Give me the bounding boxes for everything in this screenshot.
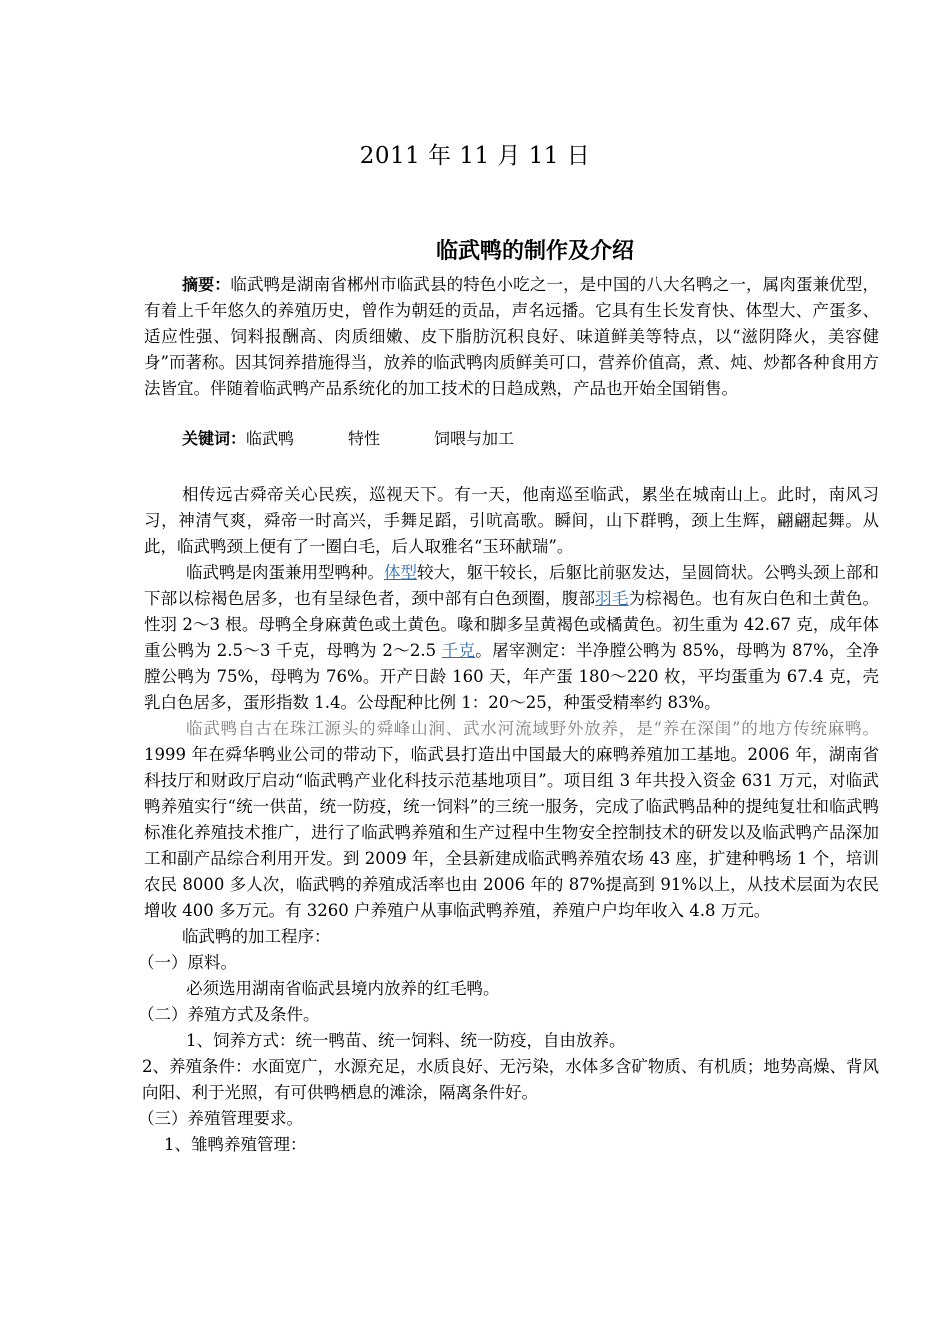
abstract-text: 临武鸭是湖南省郴州市临武县的特色小吃之一，是中国的八大名鸭之一，属肉蛋兼优型，有着上千年悠久的养殖历史，曾作为朝廷的贡品，声名远播。它具有生长发育快、体型大、产蛋多、适应性强、饲料报酬高、肉质细嫩、皮下脂肪沉积良好、味道鲜美等特点，以“滋阴降火，美容健身”而著称。因其饲养措施得当，放养的临武鸭肉质鲜美可口，营养价值高，煮、炖、炒都各种食用方法皆宜。伴随着临武鸭产品系统化的加工技术的日趋成熟，产品也开始全国销售。 (144, 275, 879, 398)
keyword-3: 饲喂与加工 (434, 429, 515, 448)
keywords-paragraph (144, 426, 879, 452)
industry-paragraph: 临武鸭自古在珠江源头的舜峰山涧、武水河流域野外放养，是“养在深闺”的地方传统麻鸭。1999 年在舜华鸭业公司的带动下，临武县打造出中国最大的麻鸭养殖加工基地。2006 年，湖南省科技厅和财政厅启动“临武鸭产业化科技示范基地项目”。项目组 3 年共投入资金 631 万元，对临武鸭养殖实行“统一供苗，统一防疫，统一饲料”的三统一服务，完成了临武鸭品种的提纯复壮和临武鸭标准化养殖技术推广，进行了临武鸭养殖和生产过程中生物安全控制技术的研发以及临武鸭产品深加工和副产品综合利用开发。到 2009 年，全县新建成临武鸭养殖农场 43 座，扩建种鸭场 1 个，培训农民 8000 多人次，临武鸭的养殖成活率也由 2006 年的 87%提高到 91%以上，从技术层面为农民增收 400 多万元。有 3260 户养殖户从事临武鸭养殖，养殖户户均年收入 4.8 万元。 (144, 719, 879, 920)
keyword-2: 特性 (348, 429, 381, 448)
industry-gray-text: 临武鸭自古在珠江源头的舜峰山涧、武水河流域野外放养，是“养在深闺”的地方传统麻鸭。 (186, 719, 879, 738)
section-2-item-1: 1、饲养方式：统一鸭苗、统一饲料、统一防疫，自由放养。 (186, 1031, 626, 1050)
section-2-item-2: 2、养殖条件：水面宽广，水源充足，水质良好、无污染，水体多含矿物质、有机质；地势高燥、背风向阳、利于光照，有可供鸭栖息的滩涂，隔离条件好。 (142, 1057, 879, 1102)
keyword-1: 临武鸭 (246, 429, 295, 448)
section-3-heading: （三）养殖管理要求。 (138, 1109, 303, 1128)
breed-paragraph: 临武鸭是肉蛋兼用型鸭种。体型较大，躯干较长，后躯比前驱发达，呈圆筒状。公鸭头颈上部和下部以棕褐色居多，也有呈绿色者，颈中部有白色颈圈，腹部羽毛为棕褐色。也有灰白色和土黄色。性羽 2～3 根。母鸭全身麻黄色或土黄色。喙和脚多呈黄褐色或橘黄色。初生重为 42.67 克，成年体重公鸭为 2.5～3 千克，母鸭为 2～2.5 千克。屠宰测定：半净膛公鸭为 85%，母鸭为 87%，全净膛公鸭为 75%，母鸭为 76%。开产日龄 160 天，年产蛋 180～220 枚，平均蛋重为 67.4 克，壳乳白色居多，蛋形指数 1.4。公母配种比例 1：20～25，种蛋受精率约 83%。 (144, 563, 880, 712)
section-1-heading: （一）原料。 (138, 953, 237, 972)
document-title: 临武鸭的制作及介绍 (435, 239, 634, 264)
legend-paragraph: 相传远古舜帝关心民疾，巡视天下。有一天，他南巡至临武，累坐在城南山上。此时，南风习习，神清气爽，舜帝一时高兴，手舞足蹈，引吭高歌。瞬间，山下群鸭，颈上生辉，翩翩起舞。从此，临武鸭颈上便有了一圈白毛，后人取雅名“玉环献瑞”。 (144, 485, 879, 556)
abstract-label: 摘要： (182, 275, 231, 294)
link-feather[interactable]: 羽毛 (595, 589, 629, 608)
section-1-text: 必须选用湖南省临武县境内放养的红毛鸭。 (186, 979, 500, 998)
keywords-label: 关键词： (182, 429, 247, 448)
document-body (138, 272, 880, 1158)
link-body-type[interactable]: 体型 (384, 563, 417, 582)
document-date: 2011 年 11 月 11 日 (359, 143, 591, 169)
abstract-paragraph (144, 272, 879, 402)
link-kilogram[interactable]: 千克 (441, 641, 476, 660)
section-2-heading: （二）养殖方式及条件。 (138, 1005, 320, 1024)
process-heading: 临武鸭的加工程序： (182, 927, 331, 946)
section-3-item-1: 1、雏鸭养殖管理： (164, 1135, 307, 1154)
